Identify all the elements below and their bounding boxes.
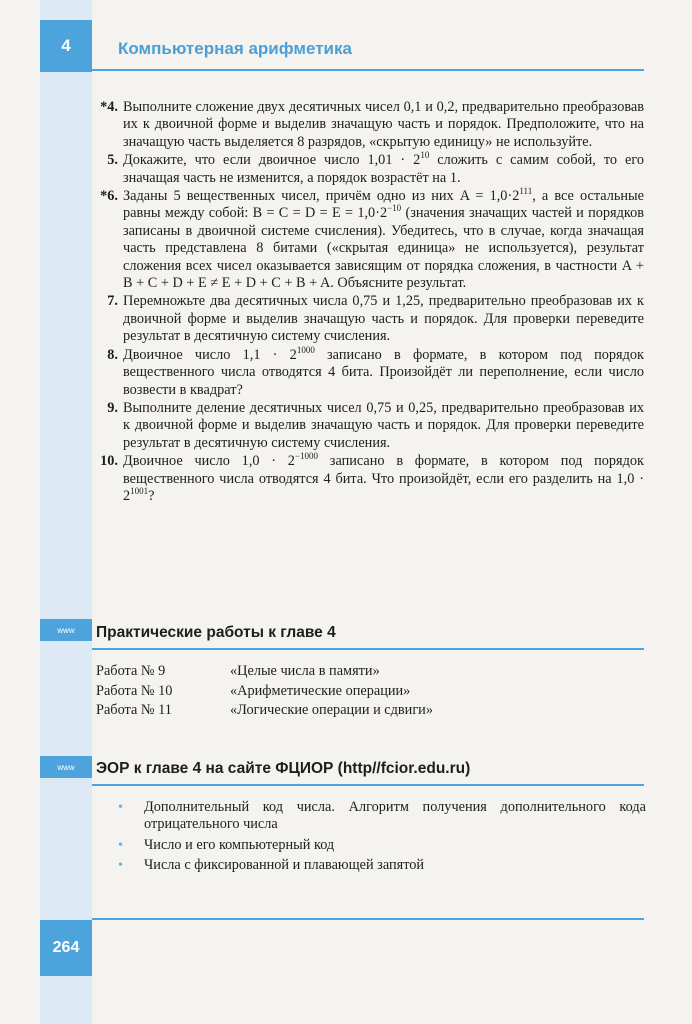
work-row	[96, 701, 433, 721]
work-name: «Логические операции и сдвиги»	[230, 702, 433, 718]
eor-item-text: Дополнительный код числа. Алгоритм получения дополнительного кода отрицательного числа	[144, 799, 646, 833]
list-item	[118, 857, 646, 874]
header-divider	[92, 69, 644, 71]
practical-section-title: Практические работы к главе 4	[96, 624, 336, 641]
eor-item-text: Число и его компьютерный код	[144, 836, 335, 853]
work-label: Работа № 10	[96, 682, 173, 699]
bullet-icon: •	[118, 837, 123, 853]
chapter-number-badge: 4	[40, 20, 92, 72]
work-row	[96, 682, 433, 702]
task-text: Докажите, что если двоичное число $1,01 \cdot 2^{10}$ сложить с самим собой, то его значащая часть не изменится, а порядок возрастёт на 1.	[123, 150, 644, 186]
work-name: «Арифметические операции»	[230, 682, 411, 699]
chapter-title: Компьютерная арифметика	[118, 39, 352, 58]
task-text: Перемножьте два десятичных числа 0,75 и 1,25, предварительно преобразовав их к двоичной форме и выделив значащую часть и порядок. Для проверки переведите результат в десятичную систему счисления.	[123, 293, 644, 345]
task-list	[96, 99, 644, 505]
eor-list	[118, 799, 646, 878]
list-item	[118, 837, 646, 854]
task-number: *4.	[100, 99, 118, 115]
task-text: Выполните деление десятичных чисел 0,75 и 0,25, предварительно преобразовав их к двоичной форме и выделив значащую часть и порядок. Для проверки переведите результат в десятичную систему счисления.	[123, 399, 644, 451]
task-text: Двоичное число $1,1 \cdot 2^{1000}$ записано в формате, в котором под порядок вещественного числа отводятся 4 бита. Произойдёт ли переполнение, если число возвести в квадрат?	[123, 344, 645, 398]
bullet-icon: •	[118, 800, 123, 815]
task-item	[96, 400, 644, 452]
task-number: 10.	[100, 453, 118, 470]
task-item	[96, 152, 644, 187]
www-badge: www	[40, 756, 92, 778]
practical-divider	[92, 648, 644, 650]
practical-works-list	[96, 662, 433, 721]
task-item	[96, 293, 644, 345]
task-item	[96, 99, 644, 151]
task-number: 8.	[107, 346, 118, 363]
task-number: *6.	[100, 188, 118, 205]
eor-section-title: ЭОР к главе 4 на сайте ФЦИОР (http//fcior.edu.ru)	[96, 760, 471, 777]
task-number: 5.	[107, 152, 118, 169]
page-number: 264	[40, 920, 92, 976]
work-label: Работа № 9	[96, 663, 166, 679]
list-item	[118, 799, 646, 834]
task-text: Выполните сложение двух десятичных чисел 0,1 и 0,2, предварительно преобразовав их к двоичной форме и выделив значащую часть и порядок. Предположите, что на значащую часть выделяется 8 разрядов, «скрытую единицу» не используйте.	[123, 99, 644, 150]
task-text: Заданы 5 вещественных чисел, причём одно из них $A = 1,0\cdot 2^{111}$, а все остальные равны между собой: $B = C = D = E = 1,0\cdot 2^{-10}$ (значения значащих частей и порядков записаны в двоичной системе счисления). Убедитесь, что в случае, когда значащая часть представлена 8 битами («скрытая единица» не используется), результат сложения всех чисел оказывается зависящим от порядка сложения, в частности A + B + C + D + E ≠ E + D + C + B + A. Объясните результат.	[123, 186, 644, 292]
eor-divider	[92, 784, 644, 786]
task-number: 7.	[107, 293, 118, 310]
task-text: Двоичное число $1,0 \cdot 2^{-1000}$ записано в формате, в котором под порядок вещественного числа отводятся 4 бита. Что произойдёт, если его разделить на $1,0 \cdot 2^{1001}$?	[123, 451, 645, 504]
left-margin-strip	[40, 0, 92, 1024]
task-item	[96, 453, 644, 505]
bullet-icon: •	[118, 858, 123, 874]
footer-divider	[92, 918, 644, 920]
work-name: «Целые числа в памяти»	[230, 663, 380, 679]
eor-item-text: Числа с фиксированной и плавающей запятой	[144, 857, 425, 874]
work-row	[96, 662, 433, 682]
task-item	[96, 188, 644, 292]
www-badge: www	[40, 619, 92, 641]
work-label: Работа № 11	[96, 702, 172, 718]
task-number: 9.	[107, 399, 118, 416]
task-item	[96, 344, 645, 399]
